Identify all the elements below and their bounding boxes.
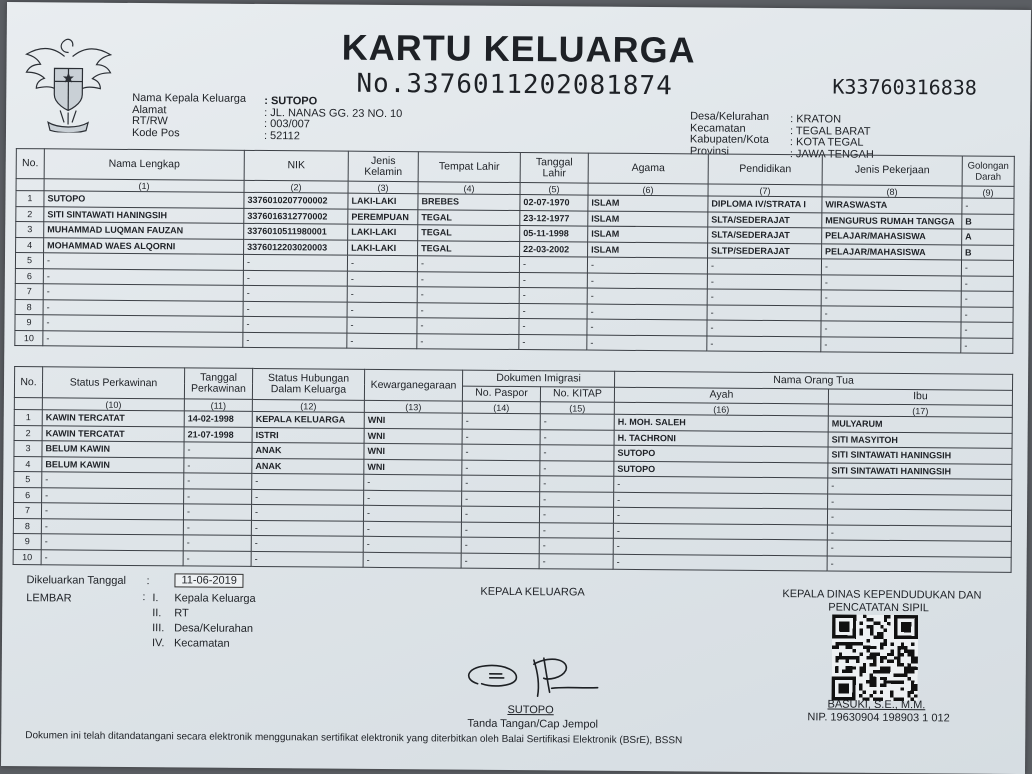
table-cell: LAKI-LAKI [348, 240, 418, 256]
table-cell: - [540, 491, 614, 507]
table-cell: - [183, 504, 251, 520]
index-cell: (13) [364, 400, 462, 413]
table-cell: SLTA/SEDERAJAT [708, 227, 822, 243]
table-cell: - [43, 330, 243, 347]
header-tempat-lahir: Tempat Lahir [418, 152, 520, 183]
table-cell: - [184, 473, 252, 489]
table-cell: - [961, 260, 1013, 276]
table-cell: 14-02-1998 [184, 411, 252, 427]
table-cell: - [962, 198, 1014, 214]
label-provinsi: Provinsi [689, 144, 730, 158]
table-cell: - [519, 334, 587, 350]
region-info-labels [690, 111, 769, 158]
table-cell: BREBES [418, 194, 520, 210]
table-cell: DIPLOMA IV/STRATA I [708, 196, 822, 212]
table-cell: SITI SINTAWATI HANINGSIH [828, 447, 1012, 464]
table-cell: - [827, 524, 1011, 541]
index-cell: (6) [588, 183, 708, 196]
table-cell: - [539, 522, 613, 538]
table-cell: - [540, 476, 614, 492]
table-cell: 3376016312770002 [244, 208, 348, 224]
qr-code-icon [832, 614, 919, 701]
index-cell: (10) [42, 398, 184, 411]
table-cell: WNI [364, 459, 462, 475]
table-cell: - [43, 268, 243, 285]
table-cell: - [827, 540, 1011, 557]
index-cell: (9) [962, 186, 1014, 198]
head-info-labels [132, 93, 246, 140]
header-no: No. [16, 149, 44, 179]
table-cell: - [251, 551, 363, 567]
header2-no: No. [14, 367, 42, 398]
table-cell: - [961, 306, 1013, 322]
value-desa: : KRATON [790, 113, 842, 126]
table-cell: - [519, 257, 587, 273]
label-nama-kepala: Nama Kepala Keluarga [132, 91, 247, 105]
table-cell: - [828, 478, 1012, 495]
table-cell: - [41, 503, 183, 520]
label-kecamatan: Kecamatan [690, 121, 746, 135]
table-cell: TEGAL [418, 209, 520, 225]
table-cell: BELUM KAWIN [42, 456, 184, 473]
table-cell: - [347, 333, 417, 349]
table-cell: - [821, 336, 961, 353]
label-desa: Desa/Kelurahan [690, 110, 770, 123]
label-kabupaten: Kabupaten/Kota [689, 133, 769, 146]
header-pendidikan: Pendidikan [708, 154, 822, 185]
table-cell: TEGAL [418, 240, 520, 256]
table-cell: 21-07-1998 [184, 426, 252, 442]
header-tanggal-perkawinan: Tanggal Perkawinan [184, 368, 252, 400]
header-nama-orang-tua: Nama Orang Tua [615, 371, 1013, 390]
kepala-keluarga-name: SUTOPO [507, 703, 554, 717]
table-cell: 4 [16, 237, 44, 253]
table-cell: ISLAM [588, 211, 708, 227]
table-cell: SUTOPO [614, 461, 828, 478]
table-cell: - [363, 552, 461, 568]
table-cell: - [41, 518, 183, 535]
table-cell: - [243, 285, 347, 301]
label-alamat: Alamat [132, 103, 167, 116]
value-kabupaten: : KOTA TEGAL [789, 136, 864, 149]
issued-date-box: 11-06-2019 [174, 573, 244, 588]
lembar-items [174, 591, 256, 652]
index-cell: (15) [540, 402, 614, 415]
header-golongan-darah: Golongan Darah [962, 156, 1014, 186]
index-cell: (2) [244, 180, 348, 193]
table-cell: - [462, 444, 540, 460]
table-cell: - [961, 322, 1013, 338]
table-cell: - [540, 445, 614, 461]
electronic-signature-disclaimer: Dokumen ini telah ditandatangani secara elektronik menggunakan sertifikat elektronik yang diterbitkan oleh Balai Sertifikasi Elektronik (BSrE), BSSN [25, 730, 683, 747]
table-cell: - [184, 488, 252, 504]
table-cell: B [962, 213, 1014, 229]
table-cell: - [462, 413, 540, 429]
table-cell: - [540, 429, 614, 445]
table-cell: - [707, 258, 821, 274]
index-cell: (17) [828, 404, 1012, 417]
table-cell: A [962, 229, 1014, 245]
table-cell: 5 [15, 253, 43, 269]
table-cell: - [252, 473, 364, 489]
table-cell: - [462, 460, 540, 476]
table-cell: ISLAM [588, 242, 708, 258]
table-cell: - [43, 315, 243, 332]
table-cell: - [184, 442, 252, 458]
header-no-kitap: No. KITAP [540, 386, 614, 402]
header-no-paspor: No. Paspor [462, 386, 540, 402]
table-cell: - [821, 305, 961, 322]
table-cell: - [462, 475, 540, 491]
index-cell: (3) [348, 181, 418, 194]
table-cell: H. TACHRONI [614, 430, 828, 447]
table-cell: 6 [15, 268, 43, 284]
lembar-item-3: Desa/Kelurahan [174, 622, 254, 635]
value-kecamatan: : TEGAL BARAT [789, 124, 871, 138]
table-cell: MOHAMMAD WAES ALQORNI [44, 237, 244, 254]
table-cell: 2 [16, 206, 44, 222]
header-nik: NIK [244, 150, 348, 181]
official-nip: NIP. 19630904 198903 1 012 [807, 711, 950, 725]
table-cell: 3376010207700002 [244, 192, 348, 208]
table-cell: ISLAM [588, 226, 708, 242]
table-cell: - [243, 316, 347, 332]
table-cell: WNI [364, 428, 462, 444]
index-cell: (12) [252, 399, 364, 412]
table-cell: - [961, 291, 1013, 307]
table-cell: 3376010511980001 [244, 223, 348, 239]
table-cell: LAKI-LAKI [348, 224, 418, 240]
table-cell: - [462, 429, 540, 445]
table-cell: - [43, 253, 243, 270]
table-cell: - [347, 286, 417, 302]
table-cell: - [363, 505, 461, 521]
table-cell: 3 [16, 222, 44, 238]
table-cell: - [613, 523, 827, 540]
table-cell: 02-07-1970 [520, 195, 588, 211]
value-provinsi: : JAWA TENGAH [789, 147, 874, 161]
table-cell: - [461, 553, 539, 569]
table-cell: - [347, 302, 417, 318]
table-cell: - [587, 273, 707, 289]
table-cell: - [243, 332, 347, 348]
table-cell: - [183, 519, 251, 535]
table-cell: - [540, 460, 614, 476]
table-cell: MULYARUM [828, 416, 1012, 433]
index-cell: (14) [462, 401, 540, 414]
table-cell: 3376012203020003 [244, 239, 348, 255]
table-cell: 3 [14, 441, 42, 457]
table-cell: - [363, 536, 461, 552]
table-cell: SITI MASYITOH [828, 431, 1012, 448]
table-cell: SITI SINTAWATI HANINGSIH [44, 206, 244, 223]
table-cell: SITI SINTAWATI HANINGSIH [828, 462, 1012, 479]
head-info-values [264, 96, 403, 143]
index-cell: (4) [418, 182, 520, 195]
table-cell: - [707, 304, 821, 320]
table-cell: ISTRI [252, 427, 364, 443]
header-nama-lengkap: Nama Lengkap [44, 149, 244, 181]
header-jenis-pekerjaan: Jenis Pekerjaan [822, 155, 962, 186]
lembar-numeral-1: I. [152, 592, 159, 605]
table-cell: SUTOPO [44, 191, 244, 208]
lembar-item-4: Kecamatan [173, 637, 230, 650]
table-cell: 5 [14, 472, 42, 488]
table-cell: 10 [15, 330, 43, 346]
table-cell: - [540, 414, 614, 430]
table-cell: - [347, 271, 417, 287]
table-cell: - [417, 333, 519, 349]
table-cell: - [539, 538, 613, 554]
table-cell: WIRASWASTA [822, 197, 962, 214]
header-dokumen-imigrasi: Dokumen Imigrasi [463, 370, 615, 387]
index-cell: (5) [520, 183, 588, 196]
table-cell: 4 [14, 456, 42, 472]
table-cell: 22-03-2002 [520, 241, 588, 257]
table-cell: SLTP/SEDERAJAT [708, 243, 822, 259]
table-cell: MUHAMMAD LUQMAN FAUZAN [44, 222, 244, 239]
table-cell: H. MOH. SALEH [614, 414, 828, 431]
header-kewarganegaraan: Kewarganegaraan [364, 369, 462, 401]
table-cell: 05-11-1998 [520, 226, 588, 242]
table-cell: 8 [15, 299, 43, 315]
table-cell: - [364, 474, 462, 490]
value-nama-kepala: : SUTOPO [264, 95, 318, 108]
table-cell: - [614, 492, 828, 509]
table-cell: 9 [15, 315, 43, 331]
index-cell [16, 179, 44, 191]
header-status-perkawinan: Status Perkawinan [42, 367, 184, 399]
table-cell: - [461, 522, 539, 538]
table-cell: - [42, 487, 184, 504]
table-cell: - [614, 476, 828, 493]
table-cell: - [821, 290, 961, 307]
table-cell: 2 [14, 425, 42, 441]
table-cell: - [363, 521, 461, 537]
table-cell: 1 [16, 191, 44, 207]
label-kode-pos: Kode Pos [131, 126, 180, 139]
value-rt-rw: : 003/007 [264, 118, 310, 131]
table-cell: - [417, 318, 519, 334]
table-cell: KAWIN TERCATAT [42, 425, 184, 442]
table-cell: - [961, 275, 1013, 291]
table-cell: - [43, 284, 243, 301]
index-cell: (16) [614, 402, 828, 416]
table-cell: - [252, 489, 364, 505]
table-cell: 8 [13, 518, 41, 534]
lembar-numeral-3: III. [152, 622, 165, 635]
table-cell: - [243, 301, 347, 317]
table-cell: WNI [364, 443, 462, 459]
family-members-table [14, 144, 1015, 354]
index-cell: (7) [708, 184, 822, 197]
table-cell: - [41, 534, 183, 551]
table-cell: - [828, 493, 1012, 510]
table-cell: PELAJAR/MAHASISWA [822, 228, 962, 245]
lembar-colon: : [142, 591, 146, 604]
table-cell: 6 [14, 487, 42, 503]
table-cell: TEGAL [418, 225, 520, 241]
table-cell: - [707, 320, 821, 336]
table-cell: 7 [13, 503, 41, 519]
table-cell: PELAJAR/MAHASISWA [822, 243, 962, 260]
lembar-numerals [152, 591, 165, 651]
table-cell: SUTOPO [614, 445, 828, 462]
index-cell: (11) [184, 399, 252, 412]
table-cell: - [347, 255, 417, 271]
table-cell: MENGURUS RUMAH TANGGA [822, 212, 962, 229]
table-cell: - [587, 319, 707, 335]
table-cell: - [519, 319, 587, 335]
table-cell: - [251, 535, 363, 551]
table-cell: SLTA/SEDERAJAT [708, 212, 822, 228]
header-ibu: Ibu [828, 388, 1012, 405]
dinas-title-line1: KEPALA DINAS KEPENDUDUKAN DAN [782, 588, 982, 602]
table-cell: - [417, 256, 519, 272]
signature-image [460, 650, 610, 703]
lembar-numeral-2: II. [152, 607, 162, 620]
lembar-numeral-4: IV. [151, 637, 165, 650]
table-cell: - [587, 304, 707, 320]
table-cell: - [519, 303, 587, 319]
table-cell: - [183, 535, 251, 551]
signature-caption: Tanda Tangan/Cap Jempol [467, 717, 599, 731]
table-cell: - [243, 254, 347, 270]
table-cell: - [461, 537, 539, 553]
marital-status-table [13, 366, 1014, 573]
kepala-keluarga-label: KEPALA KELUARGA [480, 585, 585, 599]
lembar-item-1: Kepala Keluarga [174, 592, 256, 605]
table-cell: - [42, 472, 184, 489]
table-cell: - [587, 288, 707, 304]
issued-date-row [26, 574, 126, 587]
table-cell: - [539, 553, 613, 569]
header-ayah: Ayah [614, 387, 828, 404]
table-cell: 1 [14, 410, 42, 426]
index-cell: (1) [44, 179, 244, 193]
table-cell: KEPALA KELUARGA [252, 411, 364, 427]
table-cell: - [587, 257, 707, 273]
table-cell: ISLAM [588, 195, 708, 211]
table-cell: 23-12-1977 [520, 210, 588, 226]
official-name: BASUKI, S.E., M.M. [827, 698, 926, 712]
lembar-item-2: RT [174, 607, 189, 620]
header-jenis-kelamin: Jenis Kelamin [348, 151, 418, 182]
document-title: KARTU KELUARGA [341, 26, 696, 71]
table-cell: - [251, 504, 363, 520]
table-cell: ANAK [252, 442, 364, 458]
table-cell: - [827, 509, 1011, 526]
table-cell: - [519, 272, 587, 288]
table-cell: B [962, 244, 1014, 260]
label-rt-rw: RT/RW [132, 114, 168, 128]
table-cell: - [707, 335, 821, 351]
table-cell: - [821, 321, 961, 338]
dinas-title-line2: PENCATATAN SIPIL [828, 601, 929, 615]
table-cell: - [613, 507, 827, 524]
table-cell: PEREMPUAN [348, 209, 418, 225]
table-cell: - [417, 287, 519, 303]
index-cell: (8) [822, 185, 962, 198]
table-cell: - [41, 549, 183, 566]
lembar-label: LEMBAR [26, 592, 72, 605]
table-cell: - [43, 299, 243, 316]
table-cell: 10 [13, 549, 41, 565]
table-cell: - [243, 270, 347, 286]
table-cell: - [821, 259, 961, 276]
table-cell: ANAK [252, 458, 364, 474]
index-cell [14, 398, 42, 410]
table-cell: - [519, 288, 587, 304]
table-cell: WNI [364, 412, 462, 428]
table-cell: - [827, 555, 1011, 572]
table-cell: LAKI-LAKI [348, 193, 418, 209]
value-alamat: : JL. NANAS GG. 23 NO. 10 [264, 106, 403, 120]
value-kode-pos: : 52112 [263, 129, 300, 142]
header-tanggal-lahir: Tanggal Lahir [520, 153, 588, 184]
family-card-number: No.3376011202081874 [356, 68, 673, 102]
table-cell: - [364, 490, 462, 506]
table-cell: - [251, 520, 363, 536]
table-cell: - [613, 538, 827, 555]
table-cell: - [184, 457, 252, 473]
header-agama: Agama [588, 153, 708, 184]
table-cell: - [707, 289, 821, 305]
table-cell: 9 [13, 534, 41, 550]
issued-label: Dikeluarkan Tanggal [26, 574, 127, 587]
family-card-document [1, 2, 1031, 774]
table-cell: - [183, 550, 251, 566]
header-status-hubungan: Status Hubungan Dalam Keluarga [252, 368, 364, 400]
table-cell: - [461, 506, 539, 522]
table-cell: - [347, 317, 417, 333]
document-code: K33760316838 [832, 74, 977, 100]
table-cell: - [539, 507, 613, 523]
table-cell: KAWIN TERCATAT [42, 410, 184, 427]
table-cell: BELUM KAWIN [42, 441, 184, 458]
issued-colon: : [146, 575, 150, 588]
table-cell: - [587, 335, 707, 351]
table-cell: - [462, 491, 540, 507]
table-cell: - [613, 554, 827, 571]
table-cell: - [707, 273, 821, 289]
table-cell: - [821, 274, 961, 291]
table-cell: 7 [15, 284, 43, 300]
table-cell: - [961, 337, 1013, 353]
table-cell: - [417, 271, 519, 287]
table-cell: - [417, 302, 519, 318]
